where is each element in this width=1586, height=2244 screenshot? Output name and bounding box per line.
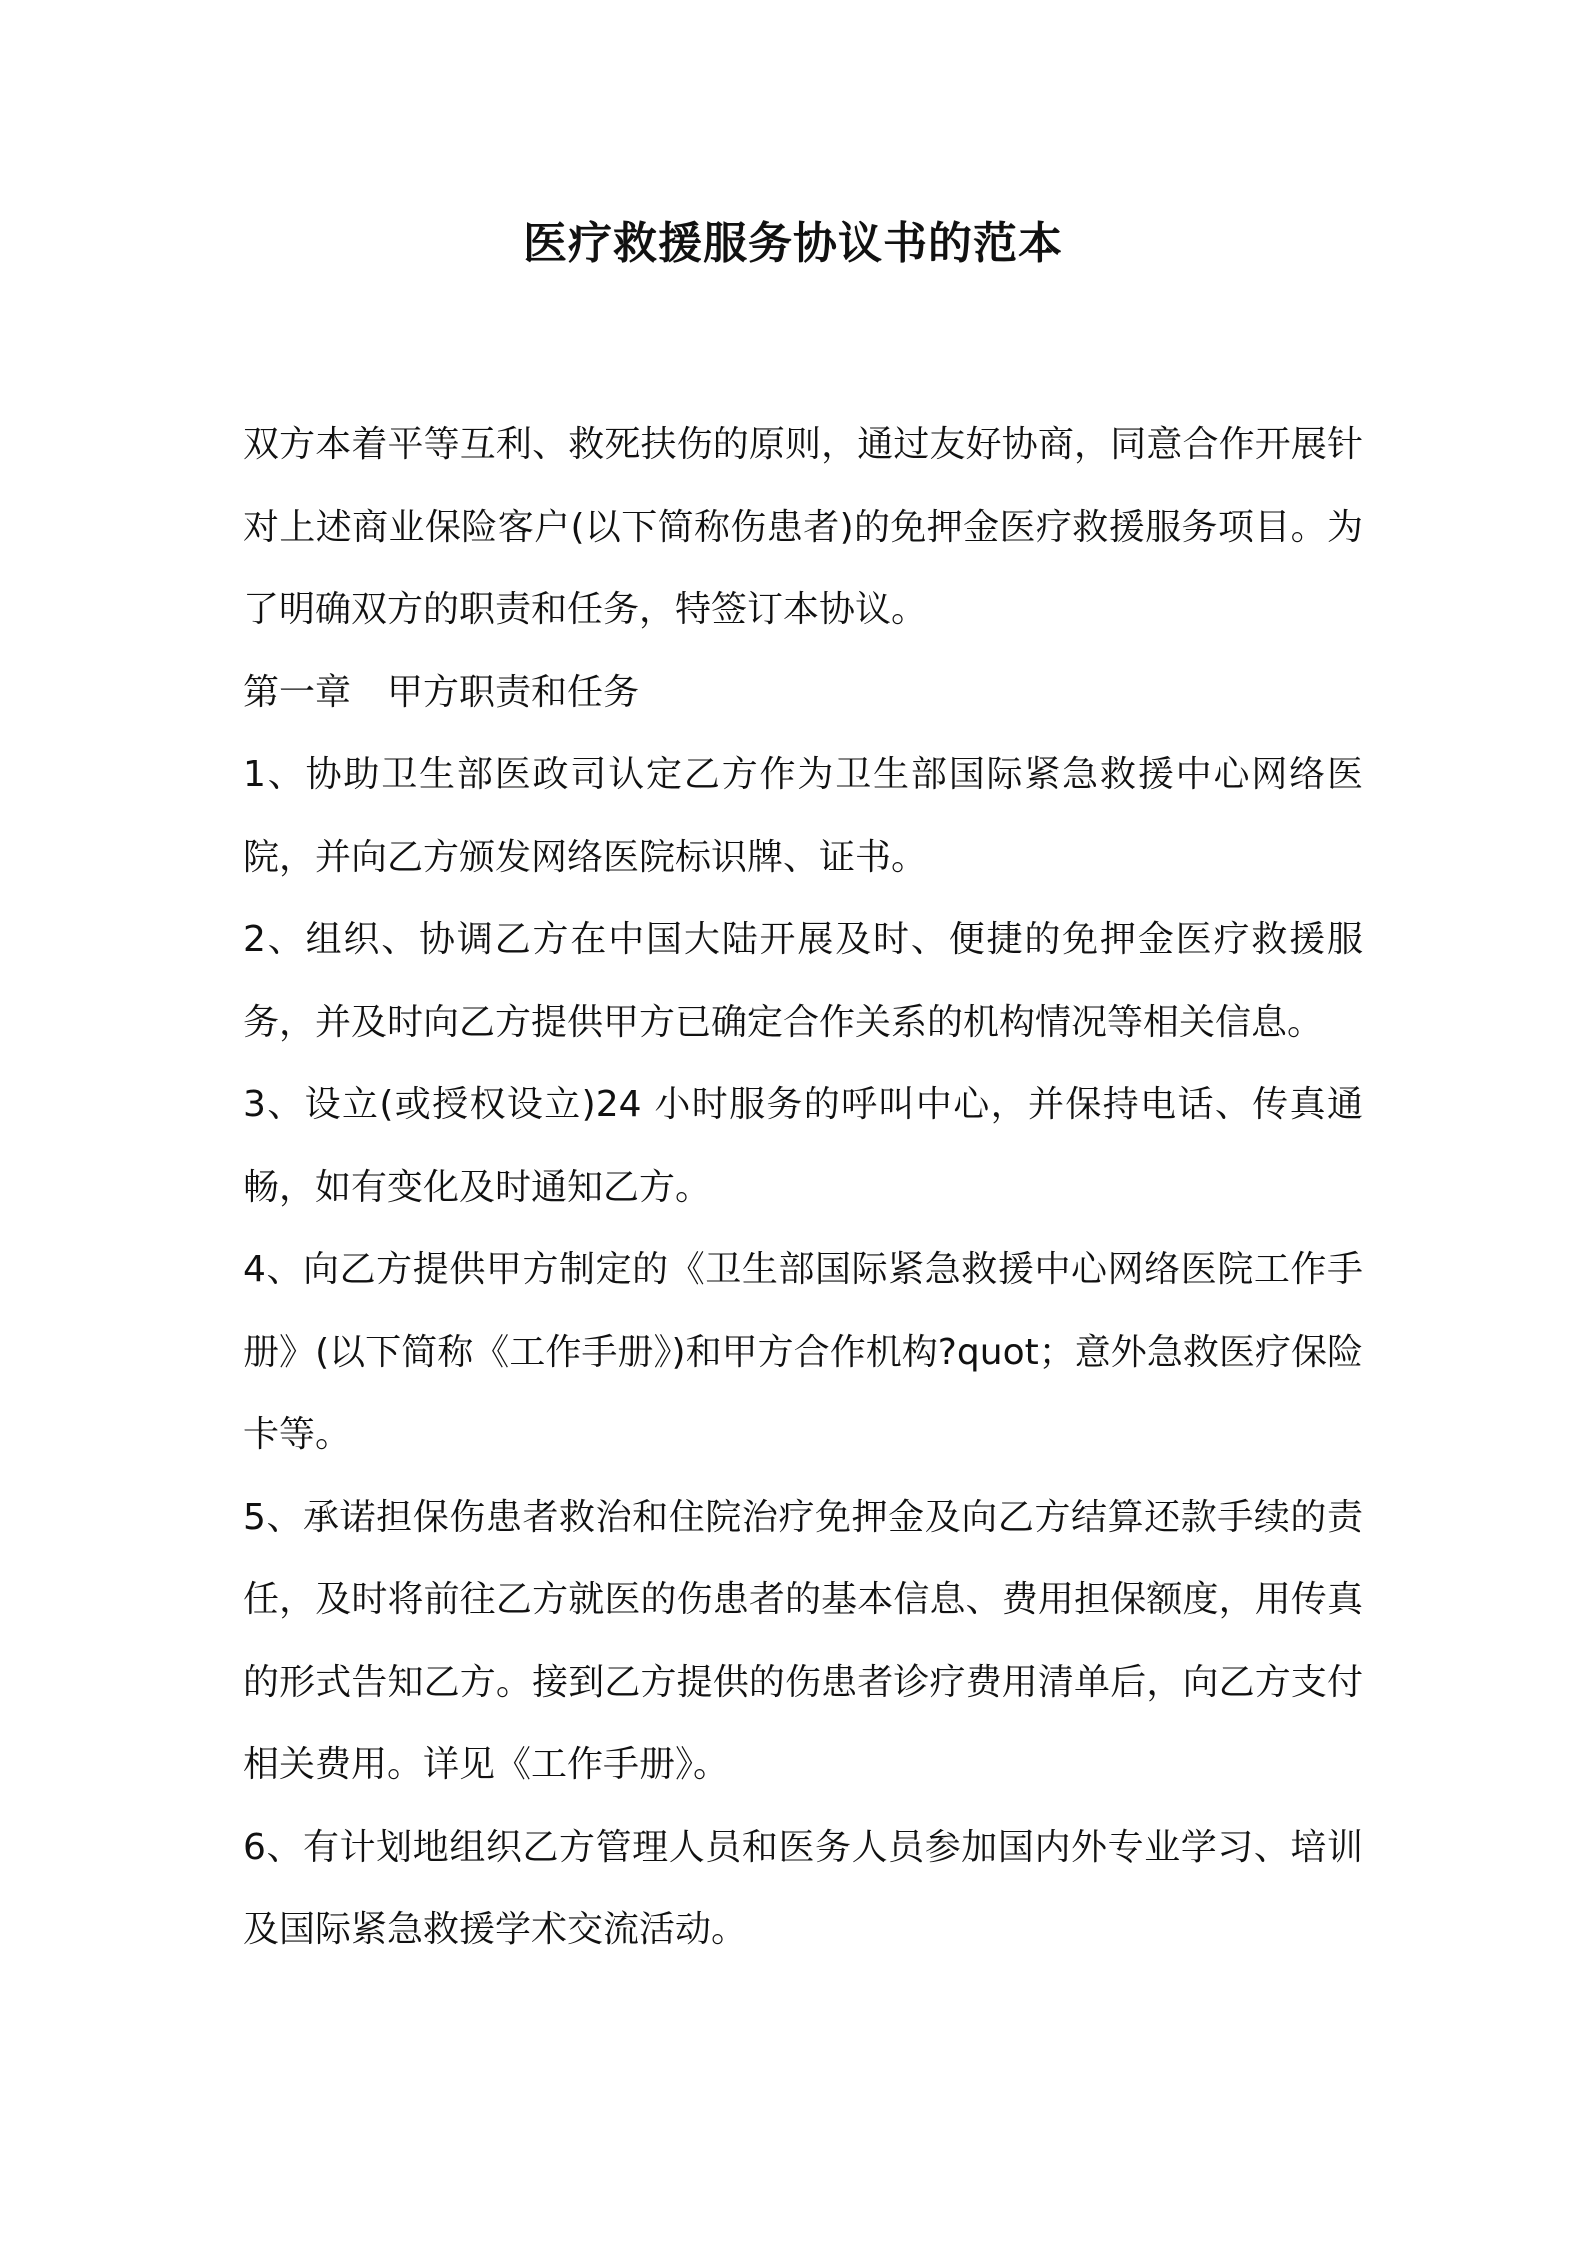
document-title: 医疗救援服务协议书的范本	[523, 218, 1063, 269]
chapter-heading: 第一章 甲方职责和任务	[243, 671, 640, 713]
clause-4: 4、向乙方提供甲方制定的《卫生部国际紧急救援中心网络医院工作手册》(以下简称《工作手册》)和甲方合作机构?quot；意外急救医疗保险卡等。	[243, 1249, 1363, 1455]
document-body	[243, 404, 1363, 1972]
clause-1: 1、协助卫生部医政司认定乙方作为卫生部国际紧急救援中心网络医院，并向乙方颁发网络医院标识牌、证书。	[243, 754, 1363, 878]
clause-5: 5、承诺担保伤患者救治和住院治疗免押金及向乙方结算还款手续的责任，及时将前往乙方就医的伤患者的基本信息、费用担保额度，用传真的形式告知乙方。接到乙方提供的伤患者诊疗费用清单后，向乙方支付相关费用。详见《工作手册》。	[243, 1496, 1363, 1785]
clause-6: 6、有计划地组织乙方管理人员和医务人员参加国内外专业学习、培训及国际紧急救援学术交流活动。	[243, 1826, 1363, 1950]
intro-paragraph: 双方本着平等互利、救死扶伤的原则，通过友好协商，同意合作开展针对上述商业保险客户(以下简称伤患者)的免押金医疗救援服务项目。为了明确双方的职责和任务，特签订本协议。	[243, 424, 1363, 630]
clause-3: 3、设立(或授权设立)24 小时服务的呼叫中心，并保持电话、传真通畅，如有变化及时通知乙方。	[243, 1084, 1363, 1208]
clause-2: 2、组织、协调乙方在中国大陆开展及时、便捷的免押金医疗救援服务，并及时向乙方提供甲方已确定合作关系的机构情况等相关信息。	[243, 919, 1363, 1043]
